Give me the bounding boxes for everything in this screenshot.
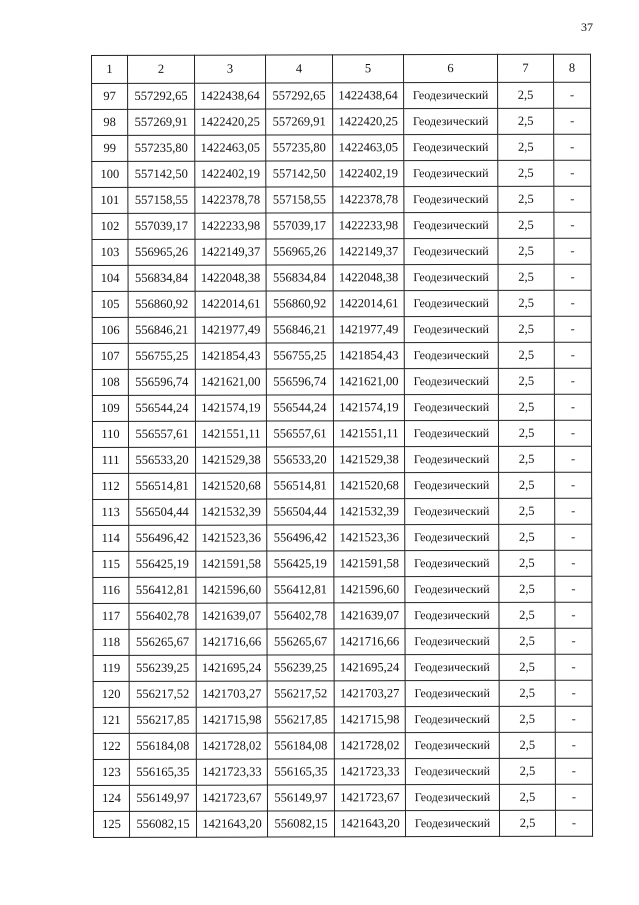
method-cell: Геодезический: [405, 706, 499, 732]
accuracy-cell: 2,5: [499, 810, 555, 836]
note-cell: -: [554, 160, 591, 186]
note-cell: -: [555, 680, 592, 706]
x-coordinate-cell: 556149,97: [129, 785, 196, 811]
x-coordinate-2-cell: 557292,65: [266, 83, 333, 109]
method-cell: Геодезический: [404, 290, 498, 316]
method-cell: Геодезический: [404, 212, 498, 238]
y-coordinate-2-cell: 1421695,24: [334, 655, 405, 681]
note-cell: -: [555, 758, 592, 784]
x-coordinate-2-cell: 556557,61: [266, 421, 333, 447]
table-row: [92, 186, 591, 213]
accuracy-cell: 2,5: [498, 316, 554, 342]
table-row: [92, 160, 591, 187]
y-coordinate-2-cell: 1422378,78: [333, 187, 404, 213]
y-coordinate-cell: 1421591,58: [196, 551, 267, 577]
y-coordinate-cell: 1421596,60: [196, 577, 267, 603]
x-coordinate-2-cell: 556496,42: [267, 525, 334, 551]
y-coordinate-2-cell: 1422149,37: [333, 239, 404, 265]
note-cell: -: [555, 498, 592, 524]
point-number-cell: 101: [92, 187, 128, 213]
table-row: [92, 316, 591, 343]
x-coordinate-2-cell: 556165,35: [267, 759, 334, 785]
table-row: [92, 368, 591, 395]
method-cell: Геодезический: [404, 342, 498, 368]
y-coordinate-cell: 1421703,27: [196, 681, 267, 707]
y-coordinate-cell: 1422402,19: [195, 161, 266, 187]
table-row: [92, 394, 591, 421]
y-coordinate-cell: 1421715,98: [196, 707, 267, 733]
x-coordinate-cell: 556834,84: [128, 265, 195, 291]
x-coordinate-cell: 556217,85: [129, 707, 196, 733]
table-row: [93, 654, 592, 681]
y-coordinate-2-cell: 1421596,60: [334, 577, 405, 603]
y-coordinate-cell: 1422463,05: [195, 135, 266, 161]
y-coordinate-2-cell: 1421716,66: [334, 629, 405, 655]
accuracy-cell: 2,5: [498, 82, 554, 108]
table-row: [92, 420, 591, 447]
accuracy-cell: 2,5: [498, 134, 554, 160]
x-coordinate-2-cell: 556860,92: [266, 291, 333, 317]
table-row: [93, 524, 592, 551]
note-cell: -: [554, 212, 591, 238]
point-number-cell: 109: [92, 395, 128, 421]
method-cell: Геодезический: [405, 550, 499, 576]
table-row: [93, 602, 592, 629]
table-row: [93, 628, 592, 655]
accuracy-cell: 2,5: [498, 394, 554, 420]
y-coordinate-2-cell: 1421854,43: [333, 343, 404, 369]
column-header: 4: [266, 55, 333, 83]
x-coordinate-2-cell: 556402,78: [267, 603, 334, 629]
y-coordinate-2-cell: 1421977,49: [333, 317, 404, 343]
table-row: [93, 784, 592, 811]
x-coordinate-2-cell: 557142,50: [266, 161, 333, 187]
method-cell: Геодезический: [405, 446, 499, 472]
point-number-cell: 103: [92, 239, 128, 265]
point-number-cell: 98: [92, 109, 128, 135]
accuracy-cell: 2,5: [498, 238, 554, 264]
method-cell: Геодезический: [404, 394, 498, 420]
column-header: 1: [92, 55, 128, 83]
method-cell: Геодезический: [404, 420, 498, 446]
table-row: [92, 82, 591, 109]
point-number-cell: 111: [93, 447, 129, 473]
note-cell: -: [555, 472, 592, 498]
note-cell: -: [554, 82, 591, 108]
note-cell: -: [555, 784, 592, 810]
method-cell: Геодезический: [404, 316, 498, 342]
point-number-cell: 110: [92, 421, 128, 447]
x-coordinate-cell: 556402,78: [129, 603, 196, 629]
y-coordinate-cell: 1421574,19: [195, 395, 266, 421]
y-coordinate-2-cell: 1421621,00: [333, 369, 404, 395]
y-coordinate-2-cell: 1422014,61: [333, 291, 404, 317]
table-row: [92, 108, 591, 135]
note-cell: -: [555, 706, 592, 732]
accuracy-cell: 2,5: [499, 758, 555, 784]
point-number-cell: 125: [93, 811, 129, 837]
point-number-cell: 99: [92, 135, 128, 161]
column-header: 3: [195, 55, 266, 83]
x-coordinate-2-cell: 556082,15: [267, 811, 334, 837]
point-number-cell: 117: [93, 603, 129, 629]
method-cell: Геодезический: [404, 238, 498, 264]
note-cell: -: [554, 316, 591, 342]
table-header-row: [92, 54, 591, 83]
x-coordinate-2-cell: 557158,55: [266, 187, 333, 213]
x-coordinate-cell: 557039,17: [128, 213, 195, 239]
table-row: [92, 342, 591, 369]
y-coordinate-cell: 1422048,38: [195, 265, 266, 291]
x-coordinate-cell: 557142,50: [128, 161, 195, 187]
y-coordinate-2-cell: 1422463,05: [333, 135, 404, 161]
note-cell: -: [555, 654, 592, 680]
y-coordinate-2-cell: 1421520,68: [334, 473, 405, 499]
x-coordinate-2-cell: 556544,24: [266, 395, 333, 421]
coordinates-table: [91, 54, 593, 838]
x-coordinate-2-cell: 556412,81: [267, 577, 334, 603]
x-coordinate-cell: 556082,15: [129, 811, 196, 837]
y-coordinate-2-cell: 1422048,38: [333, 265, 404, 291]
method-cell: Геодезический: [405, 576, 499, 602]
accuracy-cell: 2,5: [499, 472, 555, 498]
x-coordinate-2-cell: 556217,85: [267, 707, 334, 733]
table-row: [92, 238, 591, 265]
x-coordinate-cell: 557158,55: [128, 187, 195, 213]
x-coordinate-2-cell: 556533,20: [267, 447, 334, 473]
accuracy-cell: 2,5: [498, 342, 554, 368]
x-coordinate-cell: 556184,08: [129, 733, 196, 759]
table-row: [93, 732, 592, 759]
accuracy-cell: 2,5: [499, 706, 555, 732]
y-coordinate-cell: 1421716,66: [196, 629, 267, 655]
y-coordinate-cell: 1421728,02: [196, 733, 267, 759]
y-coordinate-2-cell: 1421532,39: [334, 499, 405, 525]
x-coordinate-2-cell: 556265,67: [267, 629, 334, 655]
x-coordinate-cell: 557292,65: [128, 83, 195, 109]
y-coordinate-2-cell: 1421643,20: [334, 811, 405, 837]
y-coordinate-cell: 1421523,36: [196, 525, 267, 551]
point-number-cell: 112: [93, 473, 129, 499]
note-cell: -: [554, 264, 591, 290]
method-cell: Геодезический: [404, 368, 498, 394]
y-coordinate-2-cell: 1421523,36: [334, 525, 405, 551]
x-coordinate-2-cell: 556425,19: [267, 551, 334, 577]
note-cell: -: [554, 420, 591, 446]
note-cell: -: [555, 732, 592, 758]
y-coordinate-2-cell: 1421703,27: [334, 681, 405, 707]
column-header: 2: [128, 55, 195, 83]
accuracy-cell: 2,5: [499, 602, 555, 628]
y-coordinate-cell: 1421621,00: [195, 369, 266, 395]
method-cell: Геодезический: [405, 472, 499, 498]
x-coordinate-cell: 556217,52: [129, 681, 196, 707]
coordinates-table-container: [91, 54, 593, 838]
method-cell: Геодезический: [405, 602, 499, 628]
y-coordinate-cell: 1421639,07: [196, 603, 267, 629]
note-cell: -: [554, 238, 591, 264]
accuracy-cell: 2,5: [499, 576, 555, 602]
accuracy-cell: 2,5: [498, 160, 554, 186]
x-coordinate-cell: 556533,20: [129, 447, 196, 473]
column-header: 8: [553, 54, 590, 82]
note-cell: -: [555, 550, 592, 576]
point-number-cell: 106: [92, 317, 128, 343]
x-coordinate-cell: 556755,25: [128, 343, 195, 369]
accuracy-cell: 2,5: [499, 550, 555, 576]
x-coordinate-cell: 556860,92: [128, 291, 195, 317]
accuracy-cell: 2,5: [499, 654, 555, 680]
method-cell: Геодезический: [405, 524, 499, 550]
y-coordinate-cell: 1421532,39: [196, 499, 267, 525]
point-number-cell: 122: [93, 733, 129, 759]
note-cell: -: [554, 186, 591, 212]
y-coordinate-cell: 1421695,24: [196, 655, 267, 681]
table-row: [93, 706, 592, 733]
x-coordinate-2-cell: 556846,21: [266, 317, 333, 343]
method-cell: Геодезический: [405, 810, 499, 836]
x-coordinate-cell: 556965,26: [128, 239, 195, 265]
y-coordinate-cell: 1421723,33: [196, 759, 267, 785]
method-cell: Геодезический: [405, 628, 499, 654]
accuracy-cell: 2,5: [499, 784, 555, 810]
y-coordinate-cell: 1421977,49: [195, 317, 266, 343]
note-cell: -: [555, 576, 592, 602]
x-coordinate-2-cell: 557039,17: [266, 213, 333, 239]
y-coordinate-2-cell: 1421723,33: [334, 759, 405, 785]
y-coordinate-2-cell: 1421551,11: [333, 421, 404, 447]
y-coordinate-2-cell: 1421574,19: [333, 395, 404, 421]
accuracy-cell: 2,5: [498, 420, 554, 446]
method-cell: Геодезический: [404, 82, 498, 108]
x-coordinate-2-cell: 556755,25: [266, 343, 333, 369]
y-coordinate-2-cell: 1422233,98: [333, 213, 404, 239]
note-cell: -: [555, 524, 592, 550]
table-row: [92, 134, 591, 161]
x-coordinate-cell: 556596,74: [128, 369, 195, 395]
y-coordinate-2-cell: 1422420,25: [333, 109, 404, 135]
table-row: [92, 290, 591, 317]
x-coordinate-cell: 556412,81: [129, 577, 196, 603]
method-cell: Геодезический: [405, 784, 499, 810]
accuracy-cell: 2,5: [498, 368, 554, 394]
y-coordinate-2-cell: 1422438,64: [333, 83, 404, 109]
accuracy-cell: 2,5: [498, 186, 554, 212]
point-number-cell: 116: [93, 577, 129, 603]
table-row: [93, 498, 592, 525]
x-coordinate-cell: 556239,25: [129, 655, 196, 681]
table-row: [93, 446, 592, 473]
table-body: [92, 82, 593, 837]
x-coordinate-cell: 556557,61: [128, 421, 195, 447]
x-coordinate-2-cell: 556834,84: [266, 265, 333, 291]
y-coordinate-cell: 1422438,64: [195, 83, 266, 109]
accuracy-cell: 2,5: [498, 108, 554, 134]
y-coordinate-cell: 1421643,20: [196, 811, 267, 837]
y-coordinate-cell: 1422378,78: [195, 187, 266, 213]
point-number-cell: 113: [93, 499, 129, 525]
column-header: 6: [404, 54, 498, 82]
x-coordinate-2-cell: 556239,25: [267, 655, 334, 681]
y-coordinate-cell: 1422420,25: [195, 109, 266, 135]
x-coordinate-cell: 556165,35: [129, 759, 196, 785]
x-coordinate-2-cell: 556504,44: [267, 499, 334, 525]
x-coordinate-2-cell: 556965,26: [266, 239, 333, 265]
accuracy-cell: 2,5: [498, 264, 554, 290]
y-coordinate-2-cell: 1421529,38: [334, 447, 405, 473]
accuracy-cell: 2,5: [499, 524, 555, 550]
point-number-cell: 100: [92, 161, 128, 187]
x-coordinate-2-cell: 557235,80: [266, 135, 333, 161]
point-number-cell: 105: [92, 291, 128, 317]
y-coordinate-cell: 1422014,61: [195, 291, 266, 317]
y-coordinate-cell: 1422233,98: [195, 213, 266, 239]
x-coordinate-2-cell: 556596,74: [266, 369, 333, 395]
method-cell: Геодезический: [404, 264, 498, 290]
y-coordinate-cell: 1421854,43: [195, 343, 266, 369]
point-number-cell: 97: [92, 83, 128, 109]
y-coordinate-2-cell: 1422402,19: [333, 161, 404, 187]
accuracy-cell: 2,5: [499, 732, 555, 758]
note-cell: -: [554, 134, 591, 160]
table-row: [93, 680, 592, 707]
method-cell: Геодезический: [405, 654, 499, 680]
method-cell: Геодезический: [404, 160, 498, 186]
x-coordinate-cell: 556514,81: [129, 473, 196, 499]
table-row: [92, 264, 591, 291]
y-coordinate-cell: 1421551,11: [195, 421, 266, 447]
x-coordinate-cell: 556544,24: [128, 395, 195, 421]
point-number-cell: 118: [93, 629, 129, 655]
point-number-cell: 114: [93, 525, 129, 551]
x-coordinate-cell: 556265,67: [129, 629, 196, 655]
y-coordinate-cell: 1421529,38: [196, 447, 267, 473]
note-cell: -: [555, 628, 592, 654]
method-cell: Геодезический: [404, 108, 498, 134]
column-header: 5: [333, 55, 404, 83]
method-cell: Геодезический: [404, 186, 498, 212]
page-number: 37: [581, 20, 593, 34]
y-coordinate-2-cell: 1421723,67: [334, 785, 405, 811]
x-coordinate-cell: 556846,21: [128, 317, 195, 343]
point-number-cell: 102: [92, 213, 128, 239]
y-coordinate-2-cell: 1421728,02: [334, 733, 405, 759]
x-coordinate-2-cell: 556514,81: [267, 473, 334, 499]
note-cell: -: [555, 446, 592, 472]
point-number-cell: 115: [93, 551, 129, 577]
x-coordinate-cell: 557235,80: [128, 135, 195, 161]
method-cell: Геодезический: [405, 680, 499, 706]
y-coordinate-2-cell: 1421639,07: [334, 603, 405, 629]
note-cell: -: [555, 810, 592, 836]
method-cell: Геодезический: [405, 758, 499, 784]
note-cell: -: [554, 368, 591, 394]
note-cell: -: [554, 394, 591, 420]
method-cell: Геодезический: [405, 732, 499, 758]
point-number-cell: 124: [93, 785, 129, 811]
x-coordinate-cell: 556496,42: [129, 525, 196, 551]
method-cell: Геодезический: [404, 134, 498, 160]
y-coordinate-2-cell: 1421715,98: [334, 707, 405, 733]
table-row: [93, 550, 592, 577]
note-cell: -: [554, 342, 591, 368]
accuracy-cell: 2,5: [499, 680, 555, 706]
note-cell: -: [554, 108, 591, 134]
table-row: [93, 472, 592, 499]
y-coordinate-cell: 1422149,37: [195, 239, 266, 265]
column-header: 7: [497, 54, 553, 82]
accuracy-cell: 2,5: [498, 212, 554, 238]
point-number-cell: 121: [93, 707, 129, 733]
point-number-cell: 119: [93, 655, 129, 681]
y-coordinate-cell: 1421520,68: [196, 473, 267, 499]
point-number-cell: 107: [92, 343, 128, 369]
x-coordinate-2-cell: 557269,91: [266, 109, 333, 135]
x-coordinate-cell: 557269,91: [128, 109, 195, 135]
x-coordinate-cell: 556504,44: [129, 499, 196, 525]
accuracy-cell: 2,5: [499, 498, 555, 524]
x-coordinate-2-cell: 556217,52: [267, 681, 334, 707]
y-coordinate-2-cell: 1421591,58: [334, 551, 405, 577]
x-coordinate-cell: 556425,19: [129, 551, 196, 577]
table-row: [93, 810, 592, 837]
table-row: [93, 576, 592, 603]
table-row: [92, 212, 591, 239]
accuracy-cell: 2,5: [499, 628, 555, 654]
point-number-cell: 108: [92, 369, 128, 395]
table-row: [93, 758, 592, 785]
point-number-cell: 123: [93, 759, 129, 785]
y-coordinate-cell: 1421723,67: [196, 785, 267, 811]
x-coordinate-2-cell: 556149,97: [267, 785, 334, 811]
accuracy-cell: 2,5: [499, 446, 555, 472]
x-coordinate-2-cell: 556184,08: [267, 733, 334, 759]
point-number-cell: 120: [93, 681, 129, 707]
note-cell: -: [555, 602, 592, 628]
accuracy-cell: 2,5: [498, 290, 554, 316]
method-cell: Геодезический: [405, 498, 499, 524]
note-cell: -: [554, 290, 591, 316]
point-number-cell: 104: [92, 265, 128, 291]
